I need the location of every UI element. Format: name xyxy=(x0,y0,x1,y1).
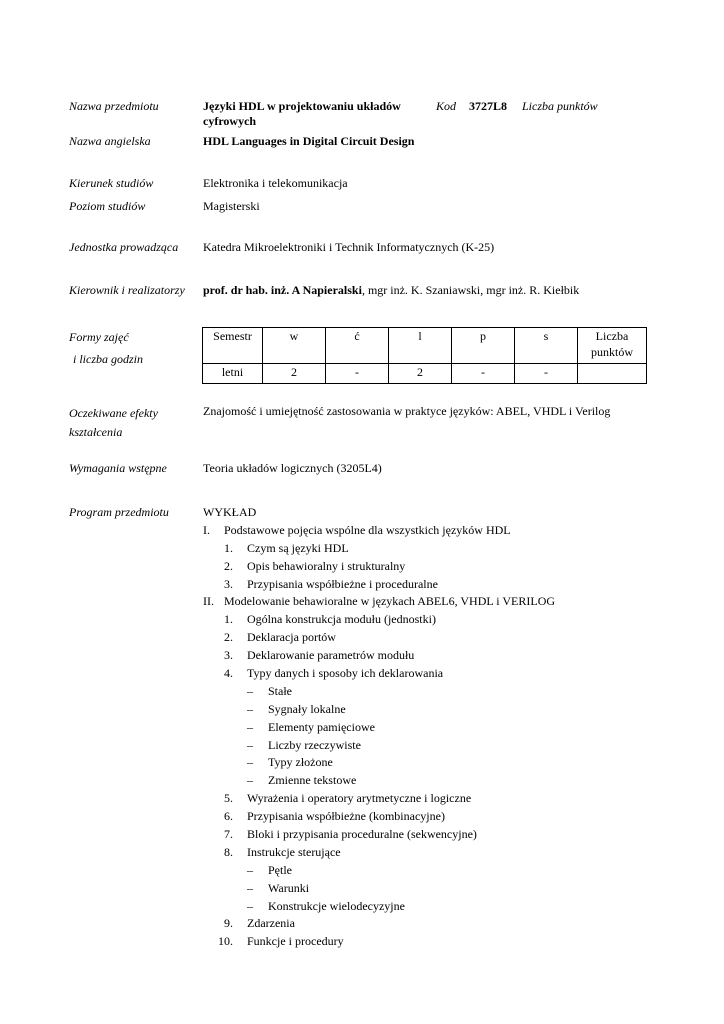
dash-bullet: – xyxy=(247,683,253,698)
hours-header-cell: ć xyxy=(326,328,389,364)
item-text: Opis behawioralny i strukturalny xyxy=(247,558,406,573)
sub-item-text: Zmienne tekstowe xyxy=(268,773,357,788)
prereq-label: Wymagania wstępne xyxy=(69,461,167,475)
dash-bullet: – xyxy=(247,737,253,752)
hours-cell: 2 xyxy=(389,363,452,383)
item-number: 1. xyxy=(224,612,233,627)
sub-item-text: Stałe xyxy=(268,683,292,698)
level-value: Magisterski xyxy=(203,199,260,213)
sub-item xyxy=(203,898,405,916)
section-heading xyxy=(203,522,511,540)
item-text: Bloki i przypisania proceduralne (sekwencyjne) xyxy=(247,827,477,842)
sub-item xyxy=(203,880,310,898)
list-item xyxy=(203,611,436,629)
outcomes-label xyxy=(69,404,158,442)
unit-value: Katedra Mikroelektroniki i Technik Informatycznych (K-25) xyxy=(203,240,495,254)
item-number: 7. xyxy=(224,827,233,842)
dash-bullet: – xyxy=(247,755,253,770)
hours-cell xyxy=(578,363,647,383)
list-item xyxy=(203,558,406,576)
dash-bullet: – xyxy=(247,773,253,788)
section-title: Podstawowe pojęcia wspólne dla wszystkich języków HDL xyxy=(224,522,511,537)
sub-item xyxy=(203,772,357,790)
item-number: 3. xyxy=(224,576,233,591)
code-label: Kod xyxy=(436,99,457,113)
direction-label: Kierunek studiów xyxy=(69,176,154,190)
item-text: Czym są języki HDL xyxy=(247,540,349,555)
outcomes-label-line2: kształcenia xyxy=(69,425,123,439)
program-label: Program przedmiotu xyxy=(69,505,169,519)
level-label: Poziom studiów xyxy=(69,199,146,213)
hours-header-cell: s xyxy=(515,328,578,364)
dash-bullet: – xyxy=(247,862,253,877)
sub-item-text: Konstrukcje wielodecyzyjne xyxy=(268,898,405,913)
sub-item xyxy=(203,754,333,772)
item-number: 10. xyxy=(218,934,233,949)
list-item xyxy=(203,665,444,683)
item-number: 3. xyxy=(224,648,233,663)
course-name-label: Nazwa przedmiotu xyxy=(69,99,159,113)
hours-cell: - xyxy=(515,363,578,383)
leader-main: prof. dr hab. inż. A Napieralski xyxy=(203,283,362,297)
hours-cell: - xyxy=(326,363,389,383)
list-item xyxy=(203,576,438,594)
english-name-label: Nazwa angielska xyxy=(69,134,151,148)
sub-item xyxy=(203,737,361,755)
forms-label xyxy=(69,326,143,370)
program-title xyxy=(203,504,256,522)
sub-item xyxy=(203,719,375,737)
hours-header-cell: Liczba punktów xyxy=(578,328,647,364)
hours-data-row xyxy=(203,363,647,383)
list-item xyxy=(203,933,344,951)
sub-item-text: Liczby rzeczywiste xyxy=(268,737,361,752)
points-label: Liczba punktów xyxy=(522,99,598,113)
hours-cell: - xyxy=(452,363,515,383)
list-item xyxy=(203,540,349,558)
list-item xyxy=(203,808,445,826)
sub-item xyxy=(203,683,292,701)
item-number: 2. xyxy=(224,558,233,573)
sub-item-text: Sygnały lokalne xyxy=(268,701,346,716)
hours-table xyxy=(202,327,647,384)
hours-header-cell: Semestr xyxy=(203,328,263,364)
dash-bullet: – xyxy=(247,898,253,913)
section-title: Modelowanie behawioralne w językach ABEL6, VHDL i VERILOG xyxy=(224,594,556,609)
course-name-line2: cyfrowych xyxy=(203,114,257,128)
english-name: HDL Languages in Digital Circuit Design xyxy=(203,134,415,148)
outcomes-label-line1: Oczekiwane efekty xyxy=(69,406,158,420)
list-item xyxy=(203,826,477,844)
item-text: Instrukcje sterujące xyxy=(247,844,341,859)
section-number: II. xyxy=(203,594,214,609)
sub-item xyxy=(203,862,292,880)
item-number: 4. xyxy=(224,666,233,681)
dash-bullet: – xyxy=(247,719,253,734)
unit-label: Jednostka prowadząca xyxy=(69,240,179,254)
sub-item-text: Pętle xyxy=(268,862,292,877)
hours-header-cell: p xyxy=(452,328,515,364)
code-value: 3727L8 xyxy=(469,99,508,113)
hours-cell: letni xyxy=(203,363,263,383)
section-number: I. xyxy=(203,522,210,537)
item-text: Przypisania współbieżne i proceduralne xyxy=(247,576,438,591)
outcomes-value: Znajomość i umiejętność zastosowania w praktyce języków: ABEL, VHDL i Verilog xyxy=(203,404,611,418)
dash-bullet: – xyxy=(247,880,253,895)
course-name xyxy=(203,99,401,129)
program-title-text: WYKŁAD xyxy=(203,505,257,519)
item-text: Zdarzenia xyxy=(247,916,295,931)
course-name-line1: Języki HDL w projektowaniu układów xyxy=(203,99,401,113)
item-number: 6. xyxy=(224,809,233,824)
list-item xyxy=(203,790,472,808)
section-heading xyxy=(203,593,556,611)
item-number: 5. xyxy=(224,791,233,806)
list-item xyxy=(203,844,341,862)
sub-item xyxy=(203,701,346,719)
hours-header-cell: w xyxy=(263,328,326,364)
item-text: Ogólna konstrukcja modułu (jednostki) xyxy=(247,612,436,627)
hours-header-cell: l xyxy=(389,328,452,364)
sub-item-text: Warunki xyxy=(268,880,310,895)
dash-bullet: – xyxy=(247,701,253,716)
item-text: Typy danych i sposoby ich deklarowania xyxy=(247,666,444,681)
forms-label-line2: i liczba godzin xyxy=(73,352,144,366)
list-item xyxy=(203,915,295,933)
hours-cell: 2 xyxy=(263,363,326,383)
direction-value: Elektronika i telekomunikacja xyxy=(203,176,348,190)
item-number: 1. xyxy=(224,540,233,555)
item-text: Funkcje i procedury xyxy=(247,934,344,949)
item-text: Wyrażenia i operatory arytmetyczne i logiczne xyxy=(247,791,472,806)
item-text: Przypisania współbieżne (kombinacyjne) xyxy=(247,809,445,824)
item-text: Deklarowanie parametrów modułu xyxy=(247,648,415,663)
sub-item-text: Typy złożone xyxy=(268,755,333,770)
list-item xyxy=(203,629,336,647)
program-outline xyxy=(203,504,556,951)
list-item xyxy=(203,647,415,665)
item-number: 9. xyxy=(224,916,233,931)
leader-others: , mgr inż. K. Szaniawski, mgr inż. R. Kiełbik xyxy=(361,283,580,297)
leader-label: Kierownik i realizatorzy xyxy=(69,283,185,297)
hours-header-row xyxy=(203,328,647,364)
sub-item-text: Elementy pamięciowe xyxy=(268,719,375,734)
item-number: 2. xyxy=(224,630,233,645)
prereq-value: Teoria układów logicznych (3205L4) xyxy=(203,461,382,475)
item-number: 8. xyxy=(224,844,233,859)
leader-value xyxy=(203,283,579,298)
item-text: Deklaracja portów xyxy=(247,630,336,645)
forms-label-line1: Formy zajęć xyxy=(69,330,129,344)
